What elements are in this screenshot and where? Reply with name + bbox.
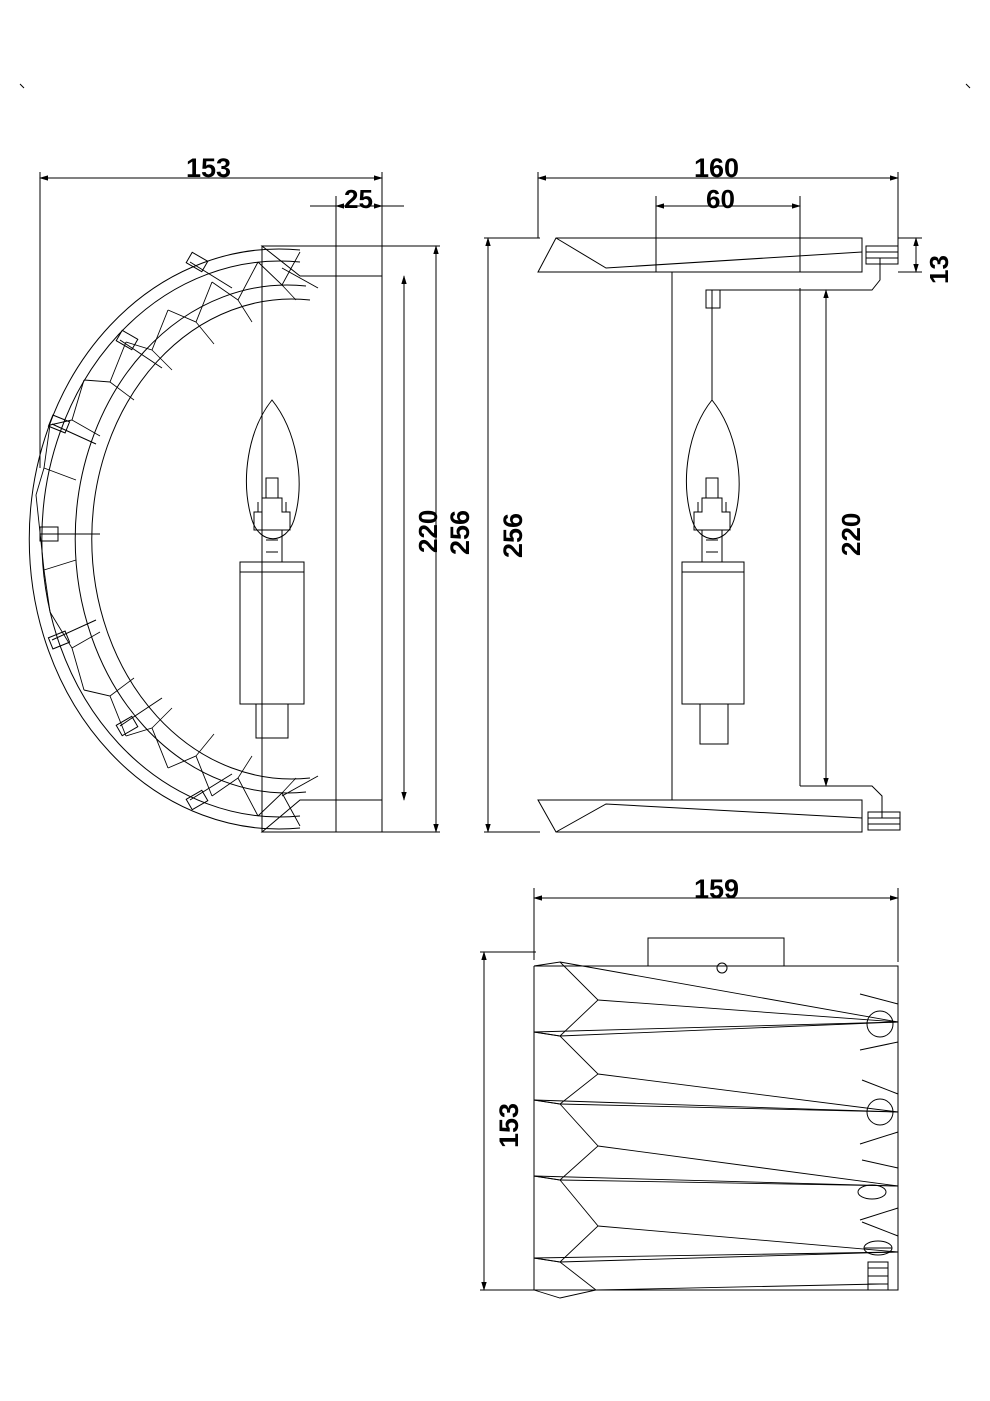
- side-view-dimensions: [484, 172, 922, 832]
- dimension-label-160-side: 160: [694, 153, 740, 183]
- dimension-label-60-side: 60: [706, 184, 735, 214]
- front-view-dimensions: [40, 172, 443, 832]
- dimension-label-220-front: 220: [413, 509, 443, 553]
- dimension-label-256-front: 256: [445, 509, 475, 555]
- dimension-label-153-top: 153: [494, 1102, 524, 1148]
- top-view-geometry: [534, 938, 898, 1298]
- front-view-geometry: [29, 246, 382, 832]
- sheet-corner-marks: [20, 84, 970, 88]
- dimension-label-13-side: 13: [924, 255, 954, 284]
- top-view-dimensions: [480, 888, 898, 1290]
- dimension-label-159-top: 159: [694, 874, 740, 904]
- dimension-label-220-side: 220: [836, 512, 866, 556]
- dimension-label-153-front: 153: [186, 153, 232, 183]
- dimension-label-25-front: 25: [344, 184, 373, 214]
- dimension-label-256-side: 256: [498, 512, 528, 558]
